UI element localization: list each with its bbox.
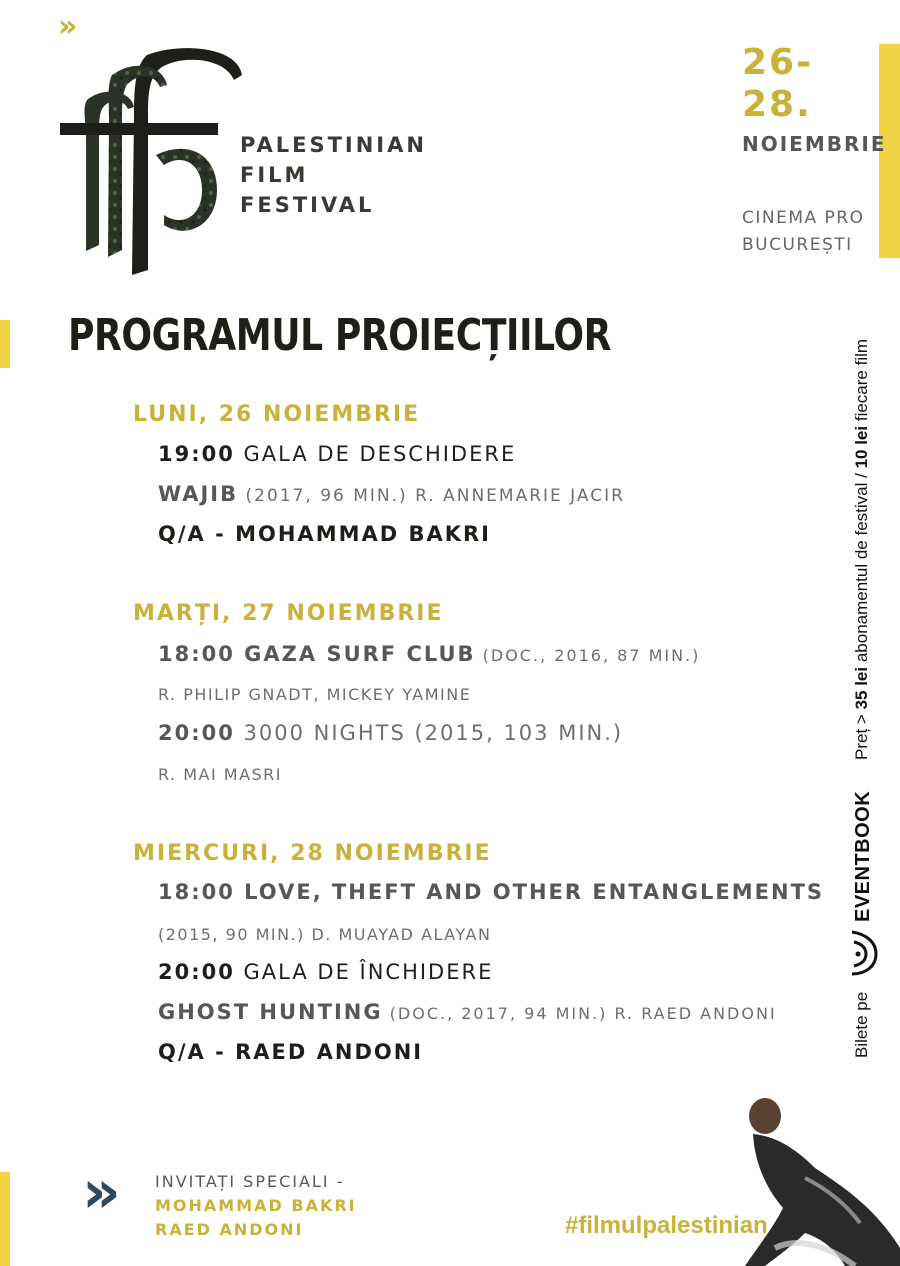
screening-time: 20:00 (158, 960, 235, 984)
venue-line-2: BUCUREȘTI (742, 235, 853, 255)
day-heading-tuesday: MARȚI, 27 NOIEMBRIE (133, 601, 444, 626)
screening-text: GALA DE ÎNCHIDERE (234, 960, 494, 984)
price-prefix: Preț > (852, 709, 871, 760)
festival-logo (52, 45, 252, 275)
guest-name: MOHAMMAD BAKRI (155, 1196, 357, 1215)
film-detail: (2015, 90 MIN.) D. MUAYAD ALAYAN (158, 925, 492, 944)
festival-venue (742, 205, 865, 259)
date-start: 26- (742, 42, 814, 83)
festival-name-line-2: FILM (240, 163, 309, 187)
screening-time: 18:00 (158, 880, 235, 904)
screening-opening-gala (158, 442, 516, 466)
price-text (852, 339, 872, 760)
screening-text: 3000 NIGHTS (2015, 103 MIN.) (234, 721, 624, 745)
yellow-accent-bar-left (0, 320, 10, 368)
film-title: WAJIB (158, 482, 239, 506)
film-title: LOVE, THEFT AND OTHER ENTANGLEMENTS (234, 880, 825, 904)
tickets-label: Bilete pe (852, 991, 871, 1058)
screening-love-theft (158, 880, 824, 904)
screening-closing-gala (158, 960, 493, 984)
screening-time: 20:00 (158, 721, 235, 745)
day-heading-wednesday: MIERCURI, 28 NOIEMBRIE (133, 841, 492, 866)
film-title: GAZA SURF CLUB (234, 642, 476, 666)
date-end: 28. (742, 84, 812, 125)
film-title: GHOST HUNTING (158, 1000, 383, 1024)
eventbook-logo-icon (846, 928, 882, 978)
surfer-photo (735, 1098, 900, 1266)
screening-gaza-surf-club (158, 642, 700, 666)
qa-session: Q/A - RAED ANDONI (158, 1040, 424, 1064)
qa-session: Q/A - MOHAMMAD BAKRI (158, 522, 491, 546)
screening-text: GALA DE DESCHIDERE (234, 442, 517, 466)
chevron-double-right-icon: » (58, 9, 74, 44)
screening-ghost-hunting (158, 1000, 777, 1024)
film-directors: R. MAI MASRI (158, 765, 283, 784)
screening-3000-nights (158, 721, 623, 745)
film-directors: R. PHILIP GNADT, MICKEY YAMINE (158, 685, 472, 704)
screening-time: 18:00 (158, 642, 235, 666)
festival-dates (742, 42, 813, 126)
festival-name (240, 130, 427, 220)
price-single-film: 10 lei (852, 425, 871, 469)
film-detail: (DOC., 2017, 94 MIN.) R. RAED ANDONI (382, 1004, 777, 1023)
festival-name-line-1: PALESTINIAN (240, 133, 427, 157)
price-festival-pass: 35 lei (852, 666, 871, 710)
eventbook-wordmark: EVENTBOOK (852, 790, 874, 922)
screening-time: 19:00 (158, 442, 235, 466)
yellow-accent-bar-bottom (0, 1172, 10, 1266)
special-guests-label: INVITAȚI SPECIALI - (155, 1172, 345, 1191)
film-detail: (2017, 96 MIN.) R. ANNEMARIE JACIR (238, 486, 625, 506)
screening-wajib (158, 482, 625, 506)
special-guests (155, 1170, 357, 1242)
festival-month: NOIEMBRIE (742, 132, 887, 156)
day-heading-monday: LUNI, 26 NOIEMBRIE (133, 402, 421, 427)
price-mid: abonamentul de festival / (852, 468, 871, 667)
price-suffix: fiecare film (852, 338, 871, 426)
chevron-double-right-icon: » (82, 1157, 111, 1227)
hashtag: #filmulpalestinian (565, 1212, 768, 1239)
film-detail: (DOC., 2016, 87 MIN.) (475, 646, 701, 665)
guest-name: RAED ANDONI (155, 1220, 304, 1239)
venue-line-1: CINEMA PRO (742, 208, 865, 228)
page-title: PROGRAMUL PROIECȚIILOR (68, 310, 612, 361)
festival-name-line-3: FESTIVAL (240, 193, 375, 217)
